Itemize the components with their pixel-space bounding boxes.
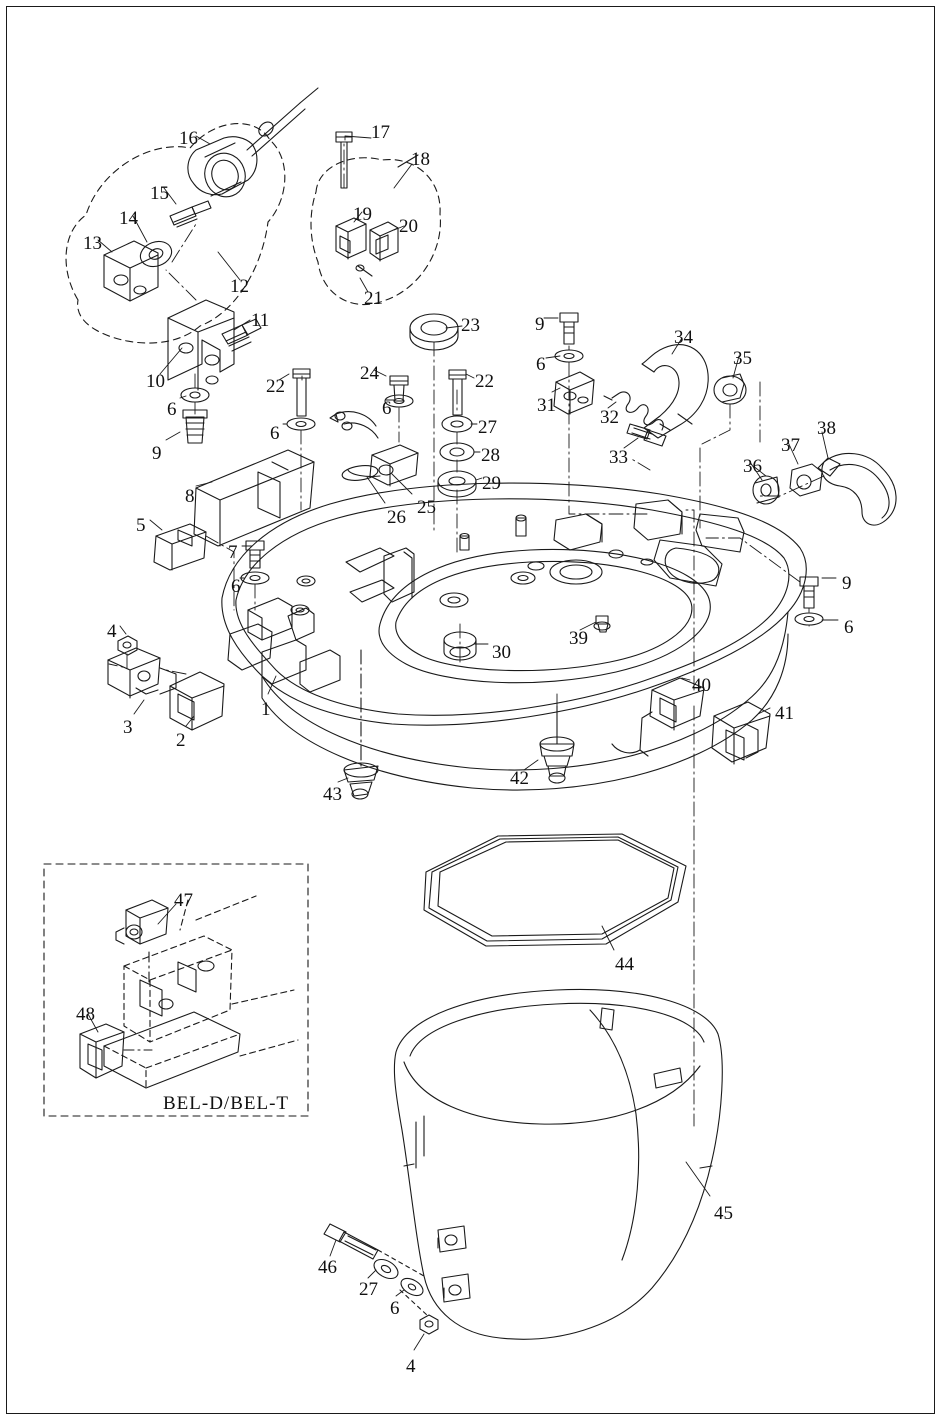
callout-5: 5 [136, 515, 146, 536]
callout-38: 38 [817, 418, 836, 439]
callout-37: 37 [781, 435, 800, 456]
callout-9-a: 9 [535, 314, 545, 335]
callout-45: 45 [714, 1203, 733, 1224]
callout-17: 17 [371, 122, 390, 143]
callout-22-b: 22 [475, 371, 494, 392]
callout-14: 14 [119, 208, 138, 229]
callout-30: 30 [492, 642, 511, 663]
callout-1: 1 [261, 699, 271, 720]
callout-47: 47 [174, 890, 193, 911]
callout-16: 16 [179, 128, 198, 149]
callout-46: 46 [318, 1257, 337, 1278]
callout-9-b: 9 [152, 443, 162, 464]
callout-23: 23 [461, 315, 480, 336]
callout-39: 39 [569, 628, 588, 649]
callout-6-d: 6 [270, 423, 280, 444]
callout-3: 3 [123, 717, 133, 738]
callout-6-f: 6 [844, 617, 854, 638]
callout-6-b: 6 [167, 399, 177, 420]
callout-27-b: 27 [359, 1279, 378, 1300]
callout-24: 24 [360, 363, 379, 384]
callout-40: 40 [692, 675, 711, 696]
callout-9-c: 9 [842, 573, 852, 594]
callout-44: 44 [615, 954, 634, 975]
callout-6-g: 6 [390, 1298, 400, 1319]
callout-28: 28 [481, 445, 500, 466]
callout-8: 8 [185, 486, 195, 507]
callout-41: 41 [775, 703, 794, 724]
callout-10: 10 [146, 371, 165, 392]
callout-11: 11 [251, 310, 270, 331]
callout-7: 7 [228, 542, 238, 563]
callout-36: 36 [743, 456, 762, 477]
callout-12: 12 [230, 276, 249, 297]
callout-32: 32 [600, 407, 619, 428]
callout-31: 31 [537, 395, 556, 416]
callout-6-c: 6 [382, 398, 392, 419]
variant-label: BEL-D/BEL-T [163, 1093, 290, 1114]
callout-42: 42 [510, 768, 529, 789]
callout-21: 21 [364, 288, 383, 309]
callout-6-a: 6 [536, 354, 546, 375]
callout-35: 35 [733, 348, 752, 369]
callout-26: 26 [387, 507, 406, 528]
callout-4-b: 4 [406, 1356, 416, 1377]
callout-43: 43 [323, 784, 342, 805]
callout-22-a: 22 [266, 376, 285, 397]
callout-29: 29 [482, 473, 501, 494]
callout-15: 15 [150, 183, 169, 204]
callout-48: 48 [76, 1004, 95, 1025]
callout-13: 13 [83, 233, 102, 254]
callout-20: 20 [399, 216, 418, 237]
callout-6-e: 6 [231, 576, 241, 597]
callout-27-a: 27 [478, 417, 497, 438]
callout-34: 34 [674, 327, 693, 348]
callout-18: 18 [411, 149, 430, 170]
callout-33: 33 [609, 447, 628, 468]
callout-4-a: 4 [107, 621, 117, 642]
callout-25: 25 [417, 497, 436, 518]
callout-2: 2 [176, 730, 186, 751]
callout-19: 19 [353, 204, 372, 225]
